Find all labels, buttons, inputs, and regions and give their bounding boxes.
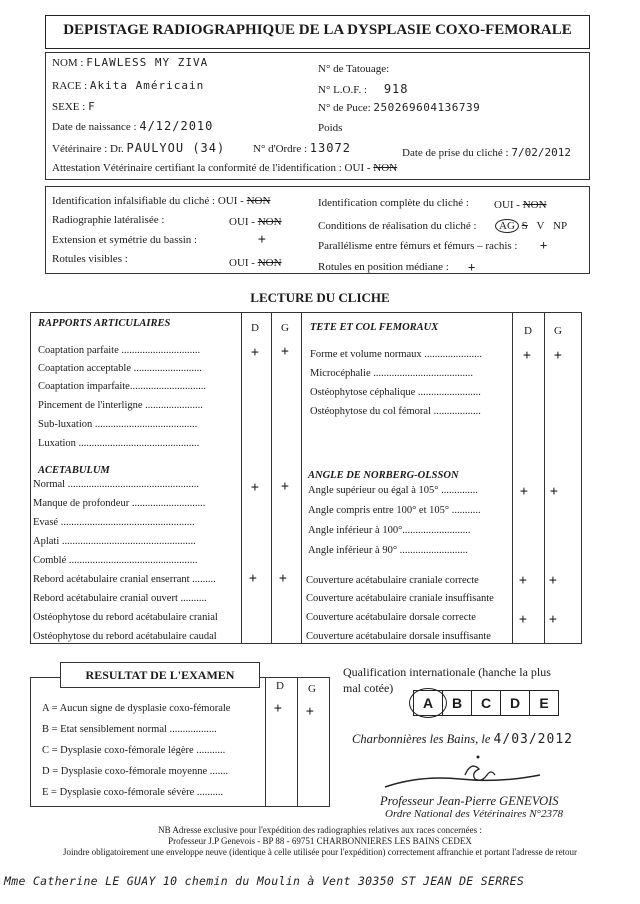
option-ag-selected: AG [495,219,519,233]
norberg-mark-d: + [520,484,529,499]
resultat-list [42,703,267,808]
rapports-col-d: D [251,322,259,334]
signature-place-label: Charbonnières les Bains, le [352,732,491,746]
grade-b: B [443,690,472,716]
sexe-label: SEXE : [52,101,86,113]
cond-rotules-oui-non [229,257,282,269]
sexe-value: F [88,100,96,113]
naissance-field [52,119,213,133]
list-item: C = Dysplasie coxo-fémorale légère ........... [42,745,226,756]
naissance-value: 4/12/2010 [139,119,214,133]
lof-field [318,82,409,96]
race-value: Akita Américain [89,79,205,92]
list-item: Ostéophytose du col fémoral .................. [310,406,481,417]
rapports-heading: RAPPORTS ARTICULAIRES [38,318,171,329]
grade-a-label: A [422,695,434,711]
list-item: Couverture acétabulaire craniale insuffisante [306,593,494,604]
list-item: Coaptation parfaite .............................. [38,345,201,356]
attestation-label: Attestation Vétérinaire certifiant la conformité de l'identification : OUI - [52,162,371,174]
grade-d: D [501,690,530,716]
rapports-list [38,345,238,457]
resultat-col-g: G [308,683,316,695]
cond-realisation: Conditions de réalisation du cliché : [318,220,477,232]
cond-oui: OUI - [229,257,255,269]
list-item: Ostéophytose du rebord acétabulaire caudal [33,631,217,642]
rapports-col-g: G [281,322,289,334]
cond-rotules-visibles: Rotules visibles : [52,253,128,265]
signature-ordre: Ordre National des Vétérinaires N°2378 [385,808,563,820]
lecture-title: LECTURE DU CLICHE [250,290,390,305]
norberg-heading: ANGLE DE NORBERG-OLSSON [308,470,459,481]
tatouage-label: N° de Tatouage: [318,63,390,75]
cliche-date-label: Date de prise du cliché : [402,147,509,159]
norberg-mark-g: + [550,484,559,499]
list-item: B = Etat sensiblement normal .................. [42,724,217,735]
cond-extension-mark: + [258,232,267,247]
list-item: Comblé ................................................. [33,555,198,566]
cond-non: NON [522,199,547,211]
puce-label: N° de Puce: [318,102,371,114]
cond-realisation-options [495,220,567,232]
grade-selected-circle [409,688,447,718]
cond-radiographie-oui-non [229,216,282,228]
qualification-label-line1: Qualification internationale (hanche la plus [343,665,551,679]
couverture-dorsale-g: + [549,612,558,627]
race-label: RACE : [52,80,88,92]
couverture-list [306,575,512,650]
list-item: Coaptation acceptable .......................... [38,363,202,374]
list-item: Ostéophytose du rebord acétabulaire cranial [33,612,218,623]
cond-oui: OUI - [494,199,520,211]
cond-extension-symetrie: Extension et symétrie du bassin : [52,234,198,246]
cond-radiographie-lateralisee: Radiographie latéralisée : [52,214,165,226]
attestation-non: NON [373,162,398,174]
nom-field [52,56,208,69]
footer-notes [0,825,640,858]
list-item: Rebord acétabulaire cranial enserrant ......... [33,574,216,585]
list-item: Angle inférieur à 100°.......................... [308,525,471,536]
grade-boxes [413,690,559,716]
list-item: Coaptation imparfaite............................. [38,381,206,392]
cliche-date-value: 7/02/2012 [511,146,571,159]
veterinaire-value: PAULYOU (34) [126,141,226,155]
veterinaire-label: Vétérinaire : Dr. [52,143,124,155]
resultat-col-d: D [276,680,284,692]
page-title: DEPISTAGE RADIOGRAPHIQUE DE LA DYSPLASIE COXO-FEMORALE [63,22,572,38]
poids-label: Poids [318,122,343,134]
option-s: S [521,220,528,232]
list-item: Couverture acétabulaire dorsale insuffisante [306,631,491,642]
signature-name: Professeur Jean-Pierre GENEVOIS [380,794,559,808]
tete-list [310,349,510,425]
cond-parallelisme: Parallélisme entre fémurs et fémurs – rachis : [318,240,518,252]
tete-heading: TETE ET COL FEMORAUX [310,322,439,333]
cond-identification-complete: Identification complète du cliché : [318,197,469,209]
cond-rotules-mark: + [468,260,477,274]
qualification-label-line2: mal cotée) [343,681,394,695]
acetabulum-rebord-d: + [249,571,258,586]
option-np: NP [553,220,568,232]
acetabulum-heading: ACETABULUM [38,465,110,476]
nom-value: FLAWLESS MY ZIVA [86,56,209,69]
list-item: Manque de profondeur ............................ [33,498,206,509]
list-item: Couverture acétabulaire dorsale correcte [306,612,476,623]
cond-non: NON [246,195,271,207]
acetabulum-rebord-g: + [279,571,288,586]
race-field [52,79,204,92]
list-item: Angle supérieur ou égal à 105° .............. [308,485,478,496]
cond-rotules-mediane: Rotules en position médiane : [318,261,449,273]
list-item: Couverture acétabulaire craniale correcte [306,575,479,586]
grade-c: C [472,690,501,716]
signature-scribble [380,745,550,800]
couverture-craniale-g: + [549,573,558,588]
list-item: Aplati ................................................... [33,536,196,547]
tete-col-d: D [524,325,532,337]
couverture-dorsale-d: + [519,612,528,627]
puce-value: 250269604136739 [373,101,481,114]
tete-mark-g: + [554,348,563,363]
cond-oui: OUI - [229,216,255,228]
ordre-label: N° d'Ordre : [253,143,308,155]
veterinaire-field [52,141,225,155]
list-item: D = Dysplasie coxo-fémorale moyenne ....... [42,766,229,777]
cond-non: NON [257,257,282,269]
puce-field [318,101,480,114]
list-item: Forme et volume normaux ...................... [310,349,483,360]
list-item: Evasé ................................................... [33,517,195,528]
sexe-field [52,100,96,113]
norberg-list [308,485,511,565]
resultat-a-g: + [306,704,315,719]
list-item: Microcéphalie ...................................... [310,368,474,379]
signature-date: 4/03/2012 [493,732,573,747]
option-v: V [536,220,545,232]
couverture-craniale-d: + [519,573,528,588]
nom-label: NOM : [52,57,84,69]
tete-col-g: G [554,325,562,337]
cond-non: NON [257,216,282,228]
list-item: A = Aucun signe de dysplasie coxo-fémorale [42,703,231,714]
tete-mark-d: + [523,348,532,363]
acetabulum-normal-d: + [251,480,260,495]
ordre-value: 13072 [309,141,351,155]
lof-value: 918 [383,82,409,96]
list-item: Ostéophytose céphalique ........................ [310,387,481,398]
resultat-title: RESULTAT DE L'EXAMEN [85,668,235,682]
cond-identification-infalsifiable [52,195,270,207]
list-item: E = Dysplasie coxo-fémorale sévère .......... [42,787,224,798]
list-item: Angle inférieur à 90° .......................... [308,545,468,556]
ordre-field [253,141,351,155]
list-item: Luxation .............................................. [38,438,200,449]
cond-label: Identification infalsifiable du cliché : OUI - [52,195,244,207]
list-item: Pincement de l'interligne ...................... [38,400,203,411]
naissance-label: Date de naissance : [52,121,137,133]
list-item: Normal .................................................. [33,479,199,490]
lof-label: N° L.O.F. : [318,84,368,96]
grade-e: E [530,690,559,716]
rapports-mark-d: + [251,345,260,360]
attestation-field [52,162,397,174]
cond-identification-complete-oui-non [494,199,547,211]
acetabulum-list [33,479,241,650]
resultat-a-d: + [274,701,283,716]
list-item: Sub-luxation ....................................... [38,419,198,430]
cliche-date-field [402,146,571,159]
footer-line2: Professeur J.P Genevois - BP 88 - 69751 CHARBONNIERES LES BAINS CEDEX [168,836,472,846]
footer-line1: NB Adresse exclusive pour l'expédition des radiographies relatives aux races concernées : [158,825,482,835]
grade-a [413,690,443,716]
acetabulum-normal-g: + [281,479,290,494]
footer-handwritten-address: Mme Catherine LE GUAY 10 chemin du Moulin à Vent 30350 ST JEAN DE SERRES [4,874,525,888]
list-item: Angle compris entre 100° et 105° ........... [308,505,481,516]
cond-parallelisme-mark: + [540,238,549,252]
footer-line3: Joindre obligatoirement une enveloppe neuve (identique à celle utilisée pour l'expédition) correctement affranchie et portant l'adresse de retour [62,847,578,857]
rapports-mark-g: + [281,344,290,359]
list-item: Rebord acétabulaire cranial ouvert .......... [33,593,207,604]
